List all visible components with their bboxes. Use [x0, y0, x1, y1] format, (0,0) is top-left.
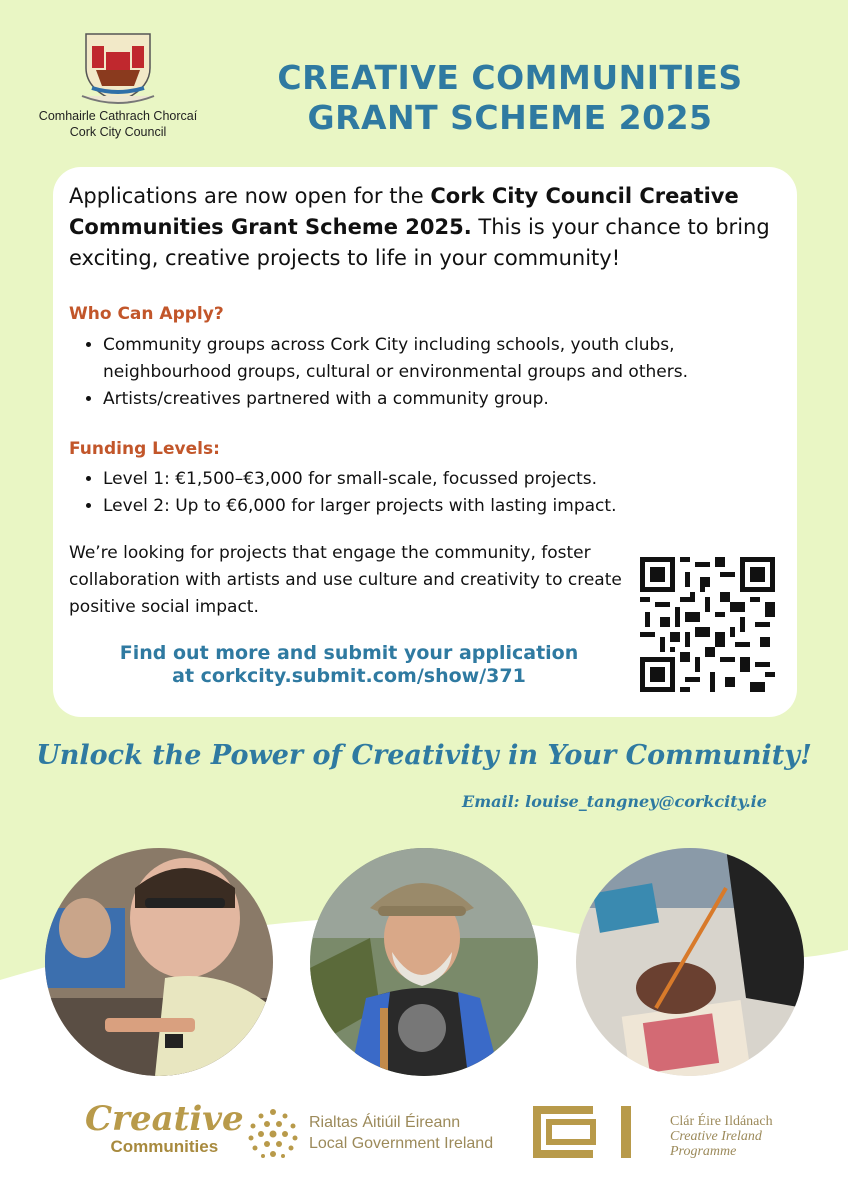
looking-for-paragraph: We’re looking for projects that engage the community, foster collaboration with artists and use culture and creativity to create positive social impact.	[69, 543, 622, 617]
footer-logos	[0, 1100, 848, 1180]
photo-woodwork	[45, 848, 273, 1076]
council-logo	[38, 30, 198, 140]
ci-name-english: Creative Ireland	[670, 1129, 762, 1144]
who-can-apply-list	[69, 332, 793, 413]
page-title	[230, 58, 790, 138]
dots-logo-icon	[245, 1106, 301, 1162]
ci-programme: Programme	[670, 1144, 737, 1159]
funding-levels-heading: Funding Levels:	[69, 439, 220, 459]
intro-paragraph	[69, 181, 781, 274]
ci-name-irish: Clár Éire Ildánach	[670, 1114, 773, 1129]
council-name-irish: Comhairle Cathrach Chorcaí	[38, 109, 198, 123]
funding-levels-list	[69, 466, 793, 520]
ci-mark-icon	[533, 1106, 637, 1158]
creative-communities-logo	[85, 1100, 244, 1156]
council-name-english: Cork City Council	[69, 125, 167, 139]
creative-communities-script: Creative	[85, 1099, 244, 1139]
intro-text-2: This is your chance to bring exciting, creative projects to life in your community!	[69, 215, 770, 270]
intro-bold: Cork City Council Creative Communities Grant Scheme 2025.	[69, 184, 739, 239]
contact-email[interactable]: Email: louise_tangney@corkcity.ie	[462, 792, 767, 811]
lgi-name-english: Local Government Ireland	[309, 1135, 494, 1152]
creative-ireland-logo	[533, 1106, 773, 1162]
title-line-2: GRANT SCHEME 2025	[307, 98, 713, 137]
list-item: • Artists/creatives partnered with a community group.	[103, 386, 793, 413]
who-can-apply-heading: Who Can Apply?	[69, 304, 224, 324]
title-line-1: CREATIVE COMMUNITIES	[277, 58, 743, 97]
photo-painting	[576, 848, 804, 1076]
list-item: • Level 1: €1,500–€3,000 for small-scale, focussed projects.	[103, 466, 793, 493]
list-item: • Community groups across Cork City including schools, youth clubs, neighbourhood groups, cultural or environmental groups and others.	[103, 332, 793, 386]
info-card	[53, 167, 797, 717]
creative-communities-word: Communities	[110, 1137, 219, 1156]
list-item: • Level 2: Up to €6,000 for larger projects with lasting impact.	[103, 493, 793, 520]
call-to-action-line-1: Find out more and submit your application	[119, 642, 579, 664]
call-to-action[interactable]	[69, 642, 629, 688]
coat-of-arms-icon	[78, 30, 158, 106]
photo-musician	[310, 848, 538, 1076]
intro-text-1: Applications are now open for the	[69, 184, 431, 208]
application-link[interactable]: at corkcity.submit.com/show/371	[172, 665, 526, 687]
tagline: Unlock the Power of Creativity in Your Community!	[36, 740, 812, 771]
lgi-name-irish: Rialtas Áitiúil Éireann	[309, 1114, 461, 1131]
qr-code-icon[interactable]	[640, 557, 775, 692]
